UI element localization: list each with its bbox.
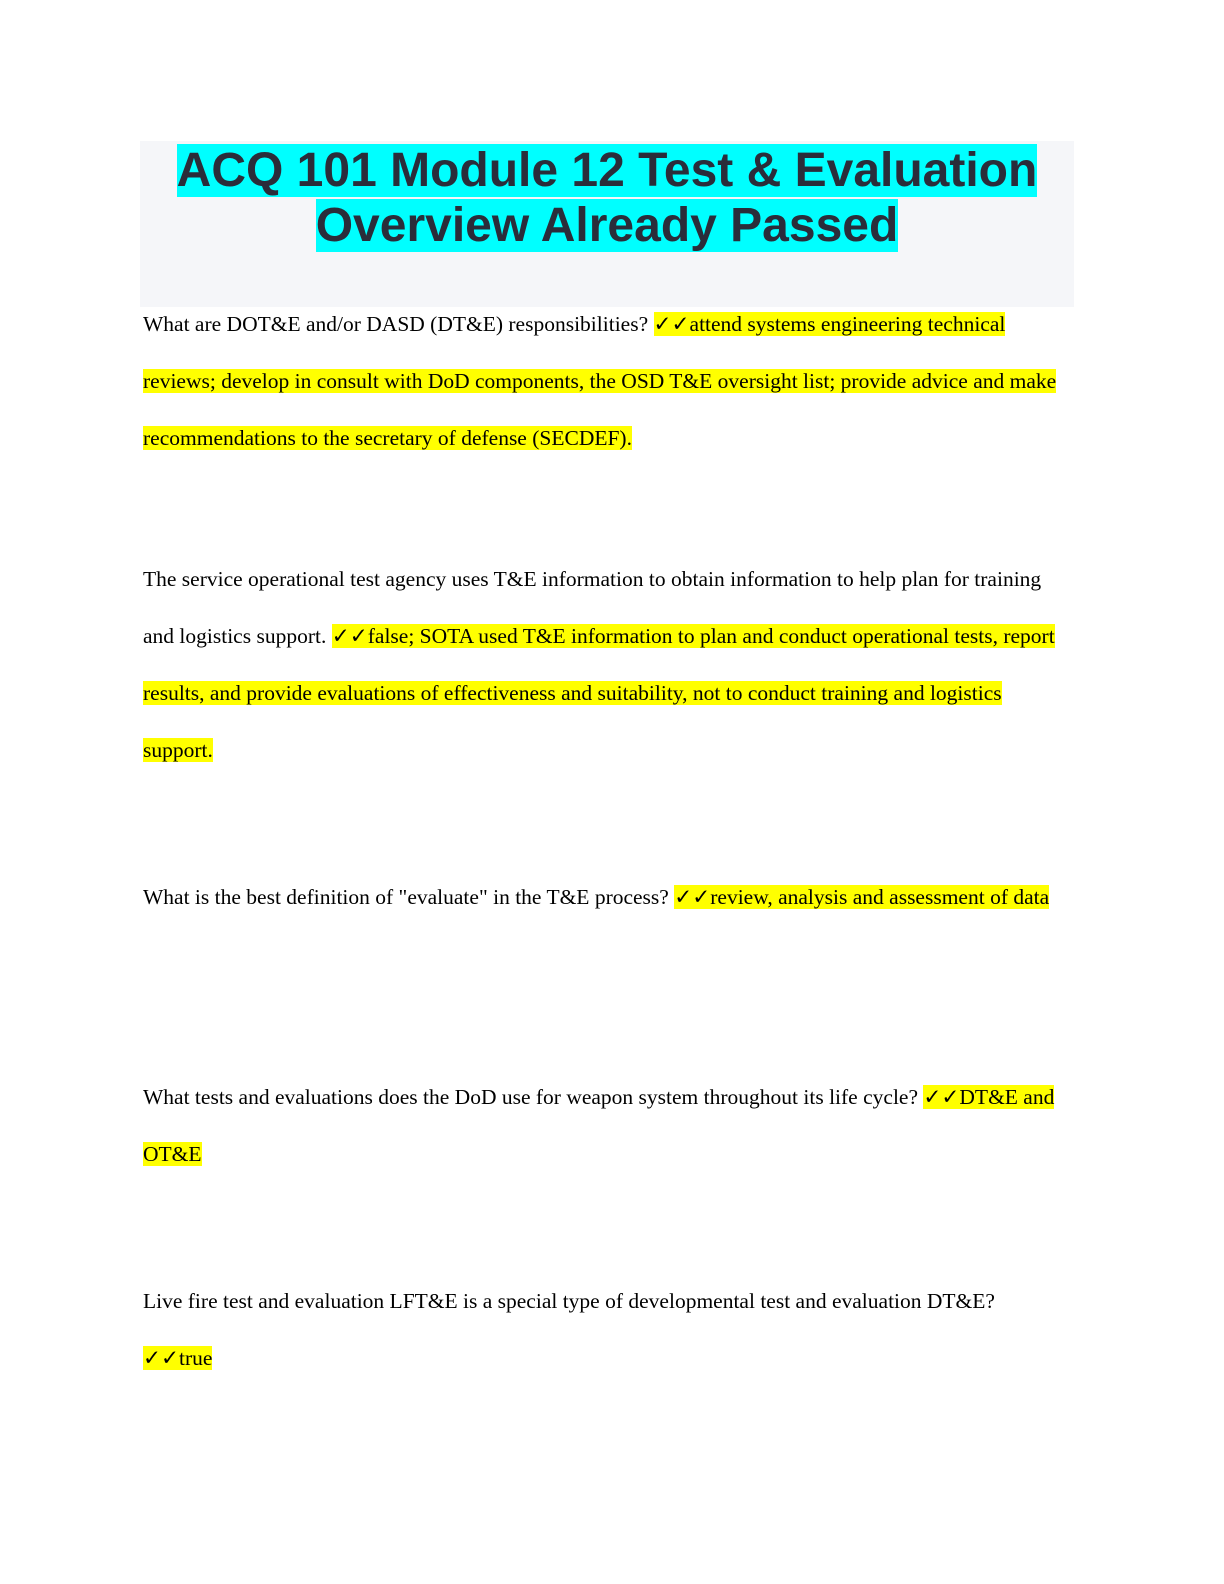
question-text: What are DOT&E and/or DASD (DT&E) responsibilities? <box>143 312 654 336</box>
qa-item <box>143 1069 1063 1183</box>
qa-item <box>143 296 1063 467</box>
qa-item <box>143 869 1063 926</box>
question-text: The service operational test agency uses T&E information to obtain information to help plan for training and logistics support. <box>143 567 1042 648</box>
title-line-1: ACQ 101 Module 12 Test & Evaluation <box>176 144 1038 197</box>
answer-text: ✓✓review, analysis and assessment of data <box>674 885 1050 909</box>
qa-item <box>143 1273 1063 1387</box>
page-title <box>140 141 1074 253</box>
answer-text: ✓✓true <box>143 1346 213 1370</box>
question-text: What is the best definition of "evaluate" in the T&E process? <box>143 885 675 909</box>
question-text: What tests and evaluations does the DoD use for weapon system throughout its life cycle? <box>143 1085 924 1109</box>
qa-item <box>143 551 1063 779</box>
title-banner <box>140 141 1074 307</box>
title-line-2: Overview Already Passed <box>315 199 899 252</box>
answer-text: ✓✓false; SOTA used T&E information to plan and conduct operational tests, report results, and provide evaluations of effectiveness and suitability, not to conduct training and logistics support. <box>143 624 1055 762</box>
question-text: Live fire test and evaluation LFT&E is a special type of developmental test and evaluation DT&E? <box>143 1289 995 1313</box>
answer-text: ✓✓attend systems engineering technical reviews; develop in consult with DoD components, the OSD T&E oversight list; provide advice and make recommendations to the secretary of defense (SECDEF). <box>143 312 1057 450</box>
answer-text: ✓✓DT&E and OT&E <box>143 1085 1055 1166</box>
